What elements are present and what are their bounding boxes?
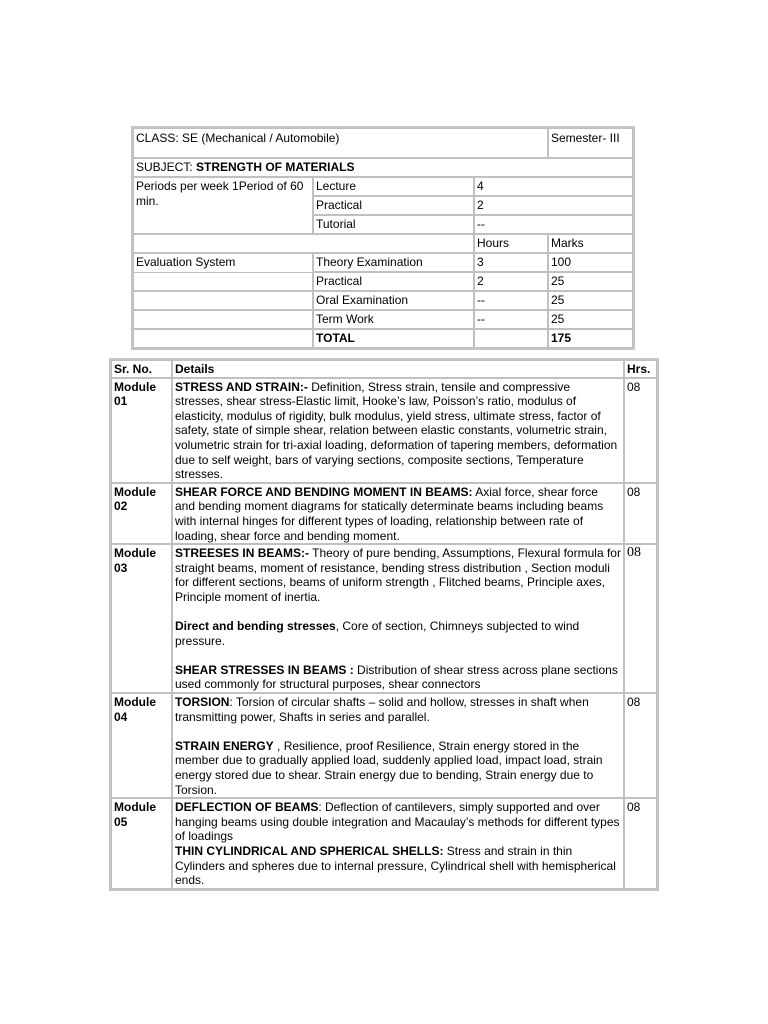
eval-spacer: [133, 291, 313, 310]
module-details: STRESS AND STRAIN:- Definition, Stress strain, tensile and compressive stresses, shear stress-Elastic limit, Hooke’s law, Poisson’s ratio, modulus of elasticity, modulus of rigidity, bulk modulus, yield stress, ultimate stress, factor of safety, state of simple shear, relation between elastic constants, volumetric strain, volumetric strain for tri-axial loading, deformation of tapering members, deformation due to self weight, bars of varying sections, composite sections, Temperature stresses.: [172, 378, 624, 483]
subject-prefix: SUBJECT:: [136, 160, 197, 174]
total-hours: [474, 329, 548, 348]
class-cell: CLASS: SE (Mechanical / Automobile): [133, 128, 548, 158]
eval-spacer: [133, 329, 313, 348]
table-row: [111, 693, 657, 798]
module-number: Module 05: [111, 798, 172, 889]
module-number: Module 02: [111, 483, 172, 544]
table-row: [111, 378, 657, 483]
module-hours: 08: [624, 378, 657, 483]
header-hrs: Hrs.: [624, 360, 657, 378]
eval-hours: --: [474, 310, 548, 329]
module-hours: 08: [624, 798, 657, 889]
subject-name: STRENGTH OF MATERIALS: [196, 160, 355, 174]
eval-label: Theory Examination: [313, 253, 474, 272]
eval-spacer: [133, 310, 313, 329]
blank-cell: [133, 234, 474, 253]
module-hours: 08: [624, 544, 657, 693]
eval-hours: --: [474, 291, 548, 310]
module-number: Module 01: [111, 378, 172, 483]
eval-hours: 3: [474, 253, 548, 272]
eval-label: Oral Examination: [313, 291, 474, 310]
table-row: [111, 483, 657, 544]
eval-marks: 25: [548, 272, 633, 291]
module-details: STREESES IN BEAMS:- Theory of pure bending, Assumptions, Flexural formula for straight beams, moment of resistance, bending stress distribution , Section moduli for different sections, beams of uniform strength , Flitched beams, Principle axes, Principle moment of inertia. Direct and bending stresses, Core of section, Chimneys subjected to wind pressure. SHEAR STRESSES IN BEAMS : Distribution of shear stress across plane sections used commonly for structural purposes, shear connectors: [172, 544, 624, 693]
evaluation-label: Evaluation System: [133, 253, 313, 272]
table-row: [111, 798, 657, 889]
header-details: Details: [172, 360, 624, 378]
semester-cell: Semester- III: [548, 128, 633, 158]
module-details: DEFLECTION OF BEAMS: Deflection of cantilevers, simply supported and over hanging beams using double integration and Macaulay’s methods for different types of loadings THIN CYLINDRICAL AND SPHERICAL SHELLS: Stress and strain in thin Cylinders and spheres due to internal pressure, Cylindrical shell with hemispherical ends.: [172, 798, 624, 889]
subject-cell: [133, 158, 633, 177]
total-label: TOTAL: [313, 329, 474, 348]
hours-header: Hours: [474, 234, 548, 253]
eval-marks: 25: [548, 310, 633, 329]
table-row: [111, 544, 657, 693]
module-details: SHEAR FORCE AND BENDING MOMENT IN BEAMS: Axial force, shear force and bending moment diagrams for statically determinate beams including beams with internal hinges for different types of loading, relationship between rate of loading, shear force and bending moment.: [172, 483, 624, 544]
module-details: TORSION: Torsion of circular shafts – solid and hollow, stresses in shaft when transmitting power, Shafts in series and parallel. STRAIN ENERGY , Resilience, proof Resilience, Strain energy stored in the member due to gradually applied load, suddenly applied load, impact load, strain energy stored due to shear. Strain energy due to bending, Strain energy due to Torsion.: [172, 693, 624, 798]
periods-cell: Periods per week 1Period of 60 min.: [133, 177, 313, 234]
eval-marks: 100: [548, 253, 633, 272]
course-info-table: [131, 126, 635, 350]
eval-label: Practical: [313, 272, 474, 291]
eval-spacer: [133, 272, 313, 291]
period-value: 4: [474, 177, 633, 196]
eval-hours: 2: [474, 272, 548, 291]
module-number: Module 04: [111, 693, 172, 798]
header-srno: Sr. No.: [111, 360, 172, 378]
module-hours: 08: [624, 483, 657, 544]
eval-marks: 25: [548, 291, 633, 310]
period-label: Tutorial: [313, 215, 474, 234]
period-value: 2: [474, 196, 633, 215]
eval-label: Term Work: [313, 310, 474, 329]
syllabus-table: [109, 358, 659, 891]
marks-header: Marks: [548, 234, 633, 253]
module-number: Module 03: [111, 544, 172, 693]
total-marks: 175: [548, 329, 633, 348]
period-label: Practical: [313, 196, 474, 215]
period-value: --: [474, 215, 633, 234]
period-label: Lecture: [313, 177, 474, 196]
module-hours: 08: [624, 693, 657, 798]
